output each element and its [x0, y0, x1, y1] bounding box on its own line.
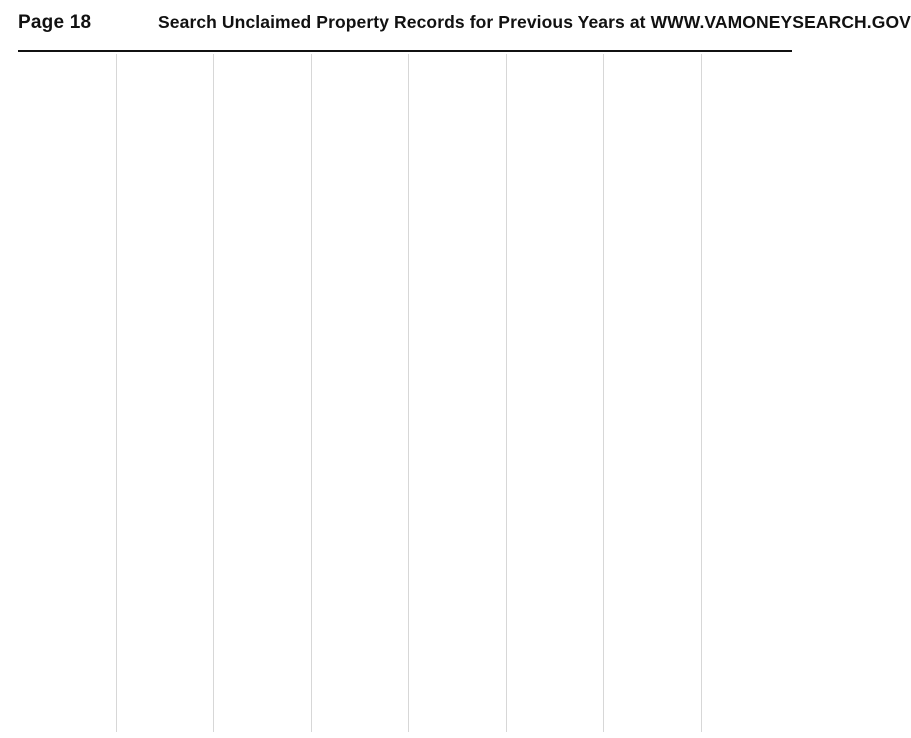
page-title: Search Unclaimed Property Records for Previous Years at WWW.VAMONEYSEARCH.GOV	[158, 12, 911, 32]
listing-column-2	[116, 54, 208, 732]
page-header	[18, 12, 911, 52]
listing-column-7	[603, 54, 695, 732]
listing-column-1	[18, 54, 110, 732]
listing-column-4	[311, 54, 403, 732]
listing-column-6	[506, 54, 598, 732]
page-number: Page 18	[18, 12, 92, 33]
listing-column-5	[408, 54, 500, 732]
listing-column-3	[213, 54, 305, 732]
listing-column-8	[701, 54, 793, 732]
unclaimed-property-listing	[18, 54, 792, 732]
